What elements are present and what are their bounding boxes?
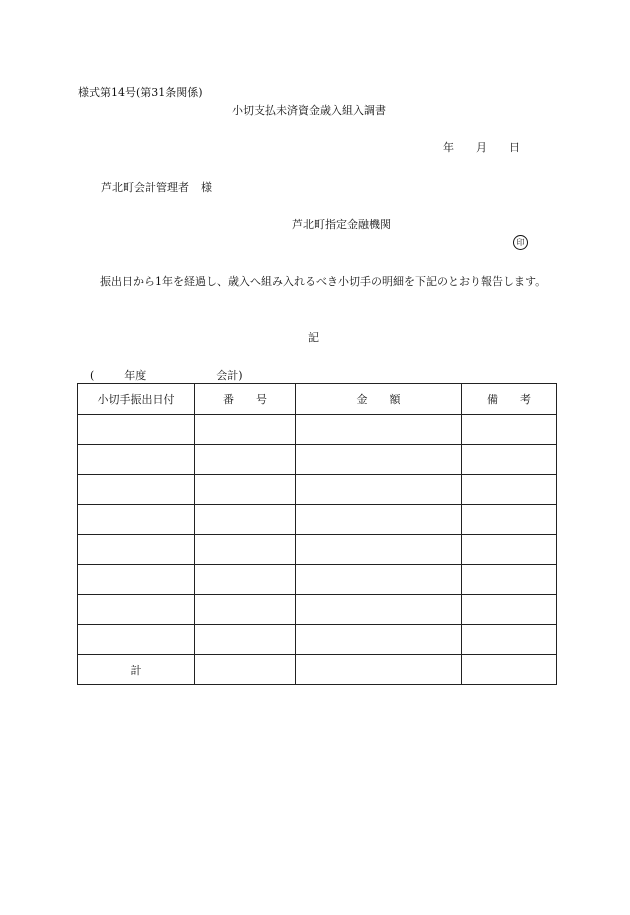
table-row — [78, 625, 557, 655]
header-amount: 金 額 — [296, 384, 462, 415]
date-month-label: 月 — [476, 141, 487, 154]
cell-number[interactable] — [195, 475, 296, 505]
total-label: 計 — [78, 655, 195, 685]
cell-amount[interactable] — [296, 505, 462, 535]
cell-number[interactable] — [195, 595, 296, 625]
table-row — [78, 595, 557, 625]
cell-amount[interactable] — [296, 565, 462, 595]
cell-number[interactable] — [195, 415, 296, 445]
header-check-date: 小切手振出日付 — [78, 384, 195, 415]
cell-remarks[interactable] — [462, 535, 557, 565]
cell-check-date[interactable] — [78, 415, 195, 445]
cell-check-date[interactable] — [78, 505, 195, 535]
cell-check-date[interactable] — [78, 535, 195, 565]
cell-check-date[interactable] — [78, 625, 195, 655]
total-number[interactable] — [195, 655, 296, 685]
addressee — [101, 182, 212, 193]
cell-amount[interactable] — [296, 625, 462, 655]
cell-check-date[interactable] — [78, 565, 195, 595]
seal-mark: 印 — [513, 235, 528, 250]
cell-remarks[interactable] — [462, 505, 557, 535]
table-body — [78, 415, 557, 685]
cell-remarks[interactable] — [462, 565, 557, 595]
cell-remarks[interactable] — [462, 475, 557, 505]
cell-amount[interactable] — [296, 415, 462, 445]
caption-account: 会計) — [216, 369, 243, 382]
cell-number[interactable] — [195, 445, 296, 475]
ki-heading: 記 — [308, 331, 319, 344]
cell-amount[interactable] — [296, 595, 462, 625]
table-total-row — [78, 655, 557, 685]
date-line — [443, 142, 520, 153]
date-day-label: 日 — [509, 141, 520, 154]
caption-open-paren: ( — [90, 369, 95, 382]
cell-amount[interactable] — [296, 445, 462, 475]
total-remarks[interactable] — [462, 655, 557, 685]
institution-name: 芦北町指定金融機関 — [292, 218, 391, 231]
table-row — [78, 565, 557, 595]
header-number: 番 号 — [195, 384, 296, 415]
check-ledger-table — [77, 383, 557, 685]
cell-remarks[interactable] — [462, 625, 557, 655]
cell-amount[interactable] — [296, 475, 462, 505]
date-year-label: 年 — [443, 141, 454, 154]
cell-remarks[interactable] — [462, 445, 557, 475]
form-number: 様式第14号(第31条関係) — [78, 86, 203, 99]
table-caption — [90, 370, 243, 381]
header-remarks: 備 考 — [462, 384, 557, 415]
addressee-honorific: 様 — [201, 181, 212, 194]
cell-number[interactable] — [195, 625, 296, 655]
table-row — [78, 535, 557, 565]
addressee-name: 芦北町会計管理者 — [101, 181, 189, 194]
table-row — [78, 475, 557, 505]
cell-check-date[interactable] — [78, 475, 195, 505]
cell-number[interactable] — [195, 535, 296, 565]
table-row — [78, 445, 557, 475]
cell-number[interactable] — [195, 505, 296, 535]
table-header-row — [78, 384, 557, 415]
cell-check-date[interactable] — [78, 445, 195, 475]
cell-number[interactable] — [195, 565, 296, 595]
table-row — [78, 415, 557, 445]
caption-fiscal-year: 年度 — [124, 369, 147, 382]
cell-remarks[interactable] — [462, 415, 557, 445]
cell-check-date[interactable] — [78, 595, 195, 625]
cell-amount[interactable] — [296, 535, 462, 565]
total-amount[interactable] — [296, 655, 462, 685]
document-title: 小切支払未済資金歳入組入調書 — [232, 104, 386, 117]
report-body-text: 振出日から1年を経過し、歳入へ組み入れるべき小切手の明細を下記のとおり報告します。 — [100, 275, 547, 288]
cell-remarks[interactable] — [462, 595, 557, 625]
table-row — [78, 505, 557, 535]
